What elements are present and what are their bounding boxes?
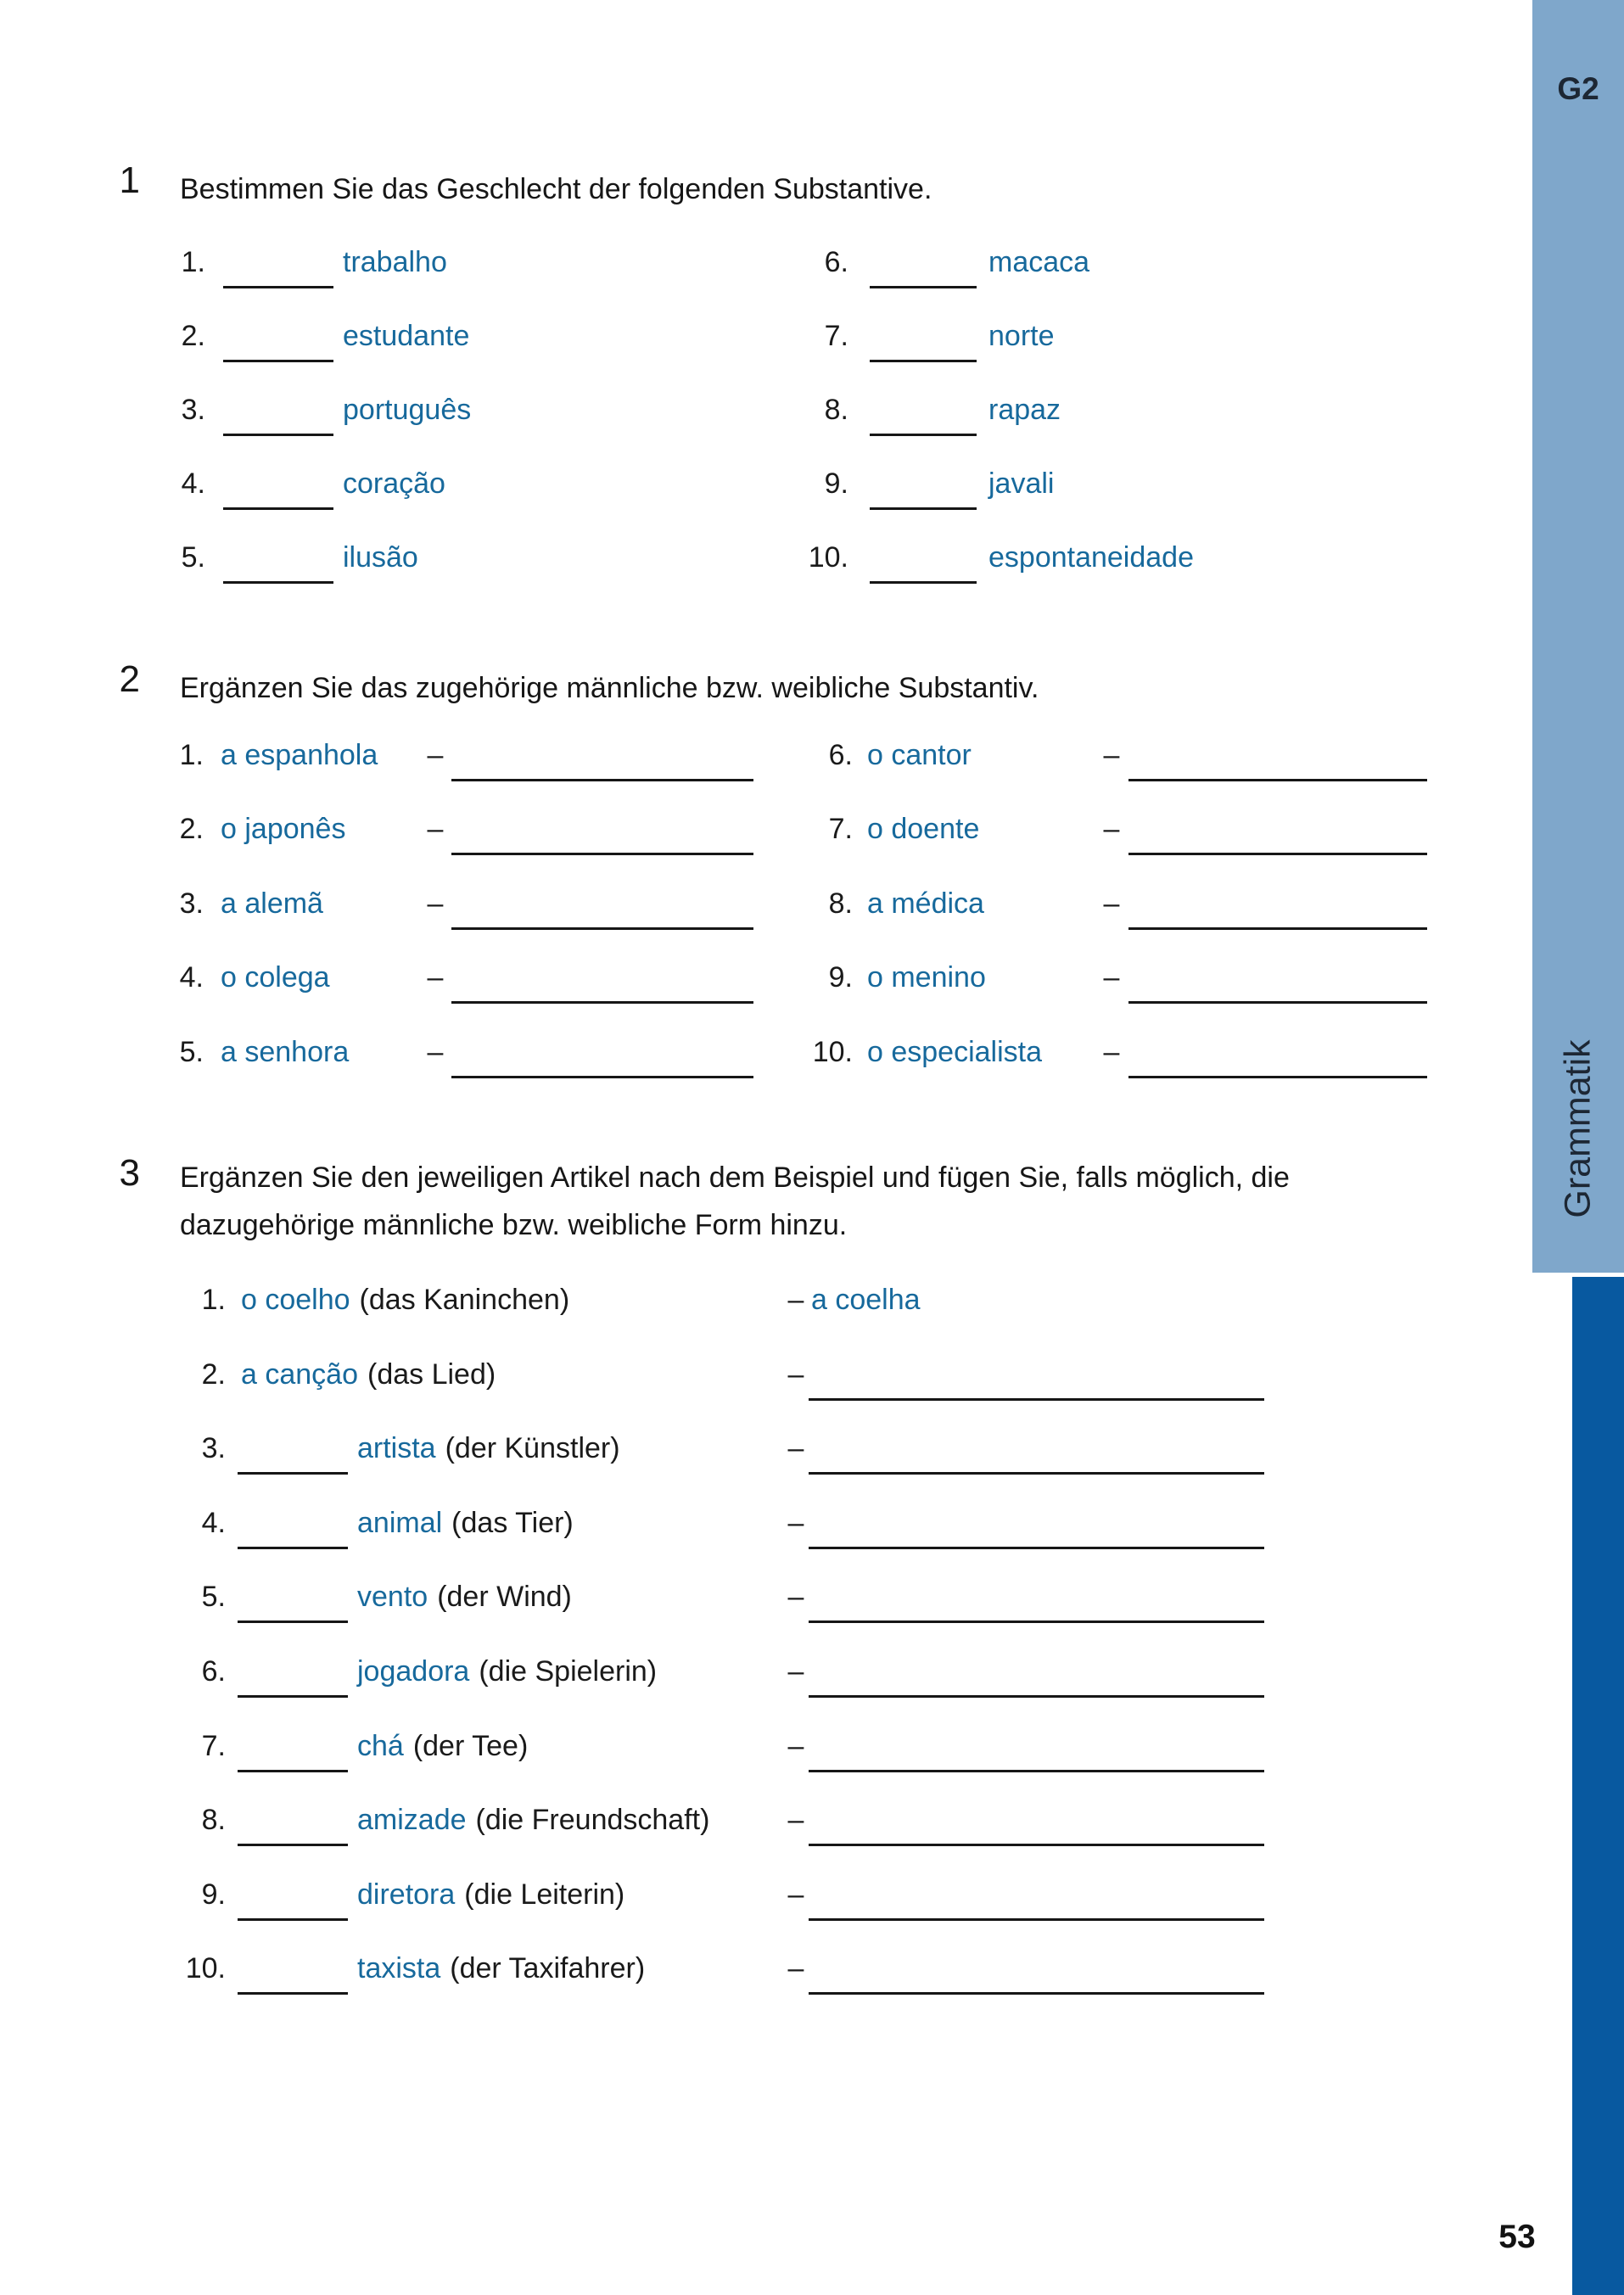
example-answer: a coelha [811, 1284, 921, 1316]
german-gloss: (die Spielerin) [479, 1655, 658, 1688]
dash: – [787, 1507, 804, 1539]
answer-blank [809, 1884, 1264, 1921]
vocab-word: a espanhola [221, 739, 378, 771]
word-with-gloss [357, 1801, 709, 1839]
vocab-word: trabalho [343, 246, 447, 278]
dash: – [427, 887, 444, 920]
item-number: 7. [828, 813, 853, 845]
answer-blank [809, 1661, 1264, 1698]
item-number: 9. [201, 1878, 226, 1911]
gender-blank [870, 400, 977, 436]
word-with-gloss [357, 1578, 572, 1615]
vocab-word: coração [343, 467, 445, 500]
article-blank [238, 1587, 348, 1623]
dash: – [427, 813, 444, 845]
german-gloss: (der Künstler) [445, 1432, 620, 1464]
vocab-word: rapaz [988, 394, 1061, 426]
item-number: 3. [181, 394, 205, 426]
german-gloss: (das Tier) [451, 1507, 574, 1539]
item-number: 7. [201, 1730, 226, 1762]
item-number: 5. [181, 541, 205, 574]
vocab-word: o japonês [221, 813, 346, 845]
vocab-word: português [343, 394, 472, 426]
vocab-word: o doente [867, 813, 980, 845]
dash: – [427, 739, 444, 771]
item-number: 4. [179, 961, 204, 994]
ex2-item-10 [0, 1033, 1527, 1071]
word-with-gloss [357, 1430, 620, 1467]
item-number: 3. [201, 1432, 226, 1464]
ex2-item-7 [0, 810, 1527, 848]
article-blank [238, 1661, 348, 1698]
item-number: 1. [181, 246, 205, 278]
item-number: 9. [824, 467, 848, 500]
article-blank [238, 1958, 348, 1995]
dash: – [787, 1358, 804, 1391]
vocab-word: amizade [357, 1804, 467, 1836]
dash: – [1103, 1036, 1120, 1068]
dash: – [787, 1952, 804, 1984]
exercise3-title-line2: dazugehörige männliche bzw. weibliche Form hinzu. [180, 1209, 848, 1241]
ex3-item-4 [0, 1504, 1527, 1542]
dash: – [427, 1036, 444, 1068]
ex2-item-8 [0, 885, 1527, 922]
vocab-word: vento [357, 1581, 428, 1613]
answer-blank [1128, 819, 1427, 855]
item-number: 2. [179, 813, 204, 845]
vocab-word: javali [988, 467, 1055, 500]
ex1-item-8 [0, 391, 1527, 428]
item-number: 5. [201, 1581, 226, 1613]
ex2-item-6 [0, 736, 1527, 774]
german-gloss: (der Wind) [437, 1581, 572, 1613]
gender-blank [870, 252, 977, 288]
answer-blank [1128, 1042, 1427, 1078]
word-with-gloss [357, 1504, 574, 1542]
vocab-word: artista [357, 1432, 436, 1464]
exercise2-number: 2 [119, 658, 140, 700]
exercise3-title-line1: Ergänzen Sie den jeweiligen Artikel nach dem Beispiel und fügen Sie, falls möglich, die [180, 1161, 1290, 1194]
gender-blank [870, 473, 977, 510]
ex3-item-2 [0, 1356, 1527, 1393]
section-code-label: G2 [1557, 71, 1599, 106]
german-gloss: (der Tee) [412, 1730, 529, 1762]
ex1-item-7 [0, 317, 1527, 355]
dash: – [787, 1655, 804, 1688]
dash: – [1103, 739, 1120, 771]
item-number: 4. [181, 467, 205, 500]
word-with-gloss [357, 1950, 645, 1987]
article-blank [238, 1736, 348, 1772]
sidebar-dark-strip [1572, 1277, 1624, 2295]
dash: – [1103, 961, 1120, 994]
ex3-item-9 [0, 1876, 1527, 1913]
vocab-word: chá [357, 1730, 404, 1762]
item-number: 10. [812, 1036, 853, 1068]
item-number: 1. [179, 739, 204, 771]
vocab-word: animal [357, 1507, 443, 1539]
german-gloss: (die Leiterin) [464, 1878, 625, 1911]
vocab-word: jogadora [357, 1655, 470, 1688]
answer-blank [1128, 967, 1427, 1004]
ex1-item-9 [0, 465, 1527, 502]
ex1-item-10 [0, 539, 1527, 576]
dash: – [787, 1581, 804, 1613]
article-blank [238, 1810, 348, 1846]
ex3-item-1 [0, 1281, 1527, 1318]
dash: – [1103, 813, 1120, 845]
vocab-word: a canção [241, 1358, 358, 1391]
german-gloss: (der Taxifahrer) [450, 1952, 646, 1984]
exercise1-number: 1 [119, 160, 140, 201]
word-with-gloss [241, 1356, 496, 1393]
answer-blank [809, 1513, 1264, 1549]
item-number: 10. [808, 541, 848, 574]
gender-blank [870, 326, 977, 362]
vocab-word: a médica [867, 887, 984, 920]
vocab-word: o colega [221, 961, 330, 994]
vocab-word: espontaneidade [988, 541, 1195, 574]
exercise3-number: 3 [119, 1152, 140, 1194]
sidebar-grammatik-label: Grammatik [1557, 1038, 1599, 1218]
ex3-item-5 [0, 1578, 1527, 1615]
dash: – [787, 1432, 804, 1464]
exercise2-title: Ergänzen Sie das zugehörige männliche bzw. weibliche Substantiv. [180, 672, 1039, 704]
item-number: 7. [824, 320, 848, 352]
answer-blank [1128, 893, 1427, 930]
vocab-word: o coelho [241, 1284, 350, 1316]
item-number: 1. [201, 1284, 226, 1316]
answer-blank [809, 1958, 1264, 1995]
word-with-gloss [357, 1653, 657, 1690]
vocab-word: o menino [867, 961, 986, 994]
article-blank [238, 1884, 348, 1921]
vocab-word: o especialista [867, 1036, 1043, 1068]
vocab-word: a senhora [221, 1036, 350, 1068]
answer-blank [809, 1736, 1264, 1772]
word-with-gloss [357, 1876, 624, 1913]
dash: – [427, 961, 444, 994]
gender-blank [870, 547, 977, 584]
page-number: 53 [1498, 2219, 1536, 2255]
item-number: 6. [828, 739, 853, 771]
ex3-item-6 [0, 1653, 1527, 1690]
dash: – [787, 1284, 804, 1316]
answer-blank [809, 1438, 1264, 1475]
article-blank [238, 1438, 348, 1475]
item-number: 8. [824, 394, 848, 426]
vocab-word: estudante [343, 320, 470, 352]
dash: – [787, 1878, 804, 1911]
item-number: 8. [828, 887, 853, 920]
answer-blank [809, 1364, 1264, 1401]
word-with-gloss [241, 1281, 569, 1318]
vocab-word: ilusão [343, 541, 418, 574]
word-with-gloss [357, 1727, 528, 1765]
german-gloss: (das Lied) [367, 1358, 496, 1391]
answer-blank [809, 1810, 1264, 1846]
item-number: 2. [201, 1358, 226, 1391]
item-number: 3. [179, 887, 204, 920]
item-number: 9. [828, 961, 853, 994]
vocab-word: a alemã [221, 887, 323, 920]
ex2-item-9 [0, 959, 1527, 996]
item-number: 6. [201, 1655, 226, 1688]
vocab-word: taxista [357, 1952, 441, 1984]
article-blank [238, 1513, 348, 1549]
answer-blank [809, 1587, 1264, 1623]
vocab-word: norte [988, 320, 1055, 352]
german-gloss: (das Kaninchen) [359, 1284, 570, 1316]
item-number: 6. [824, 246, 848, 278]
sidebar-grammatik [1532, 984, 1624, 1273]
dash: – [1103, 887, 1120, 920]
ex3-item-10 [0, 1950, 1527, 1987]
exercise1-title: Bestimmen Sie das Geschlecht der folgenden Substantive. [180, 173, 932, 205]
german-gloss: (die Freundschaft) [475, 1804, 710, 1836]
ex3-item-8 [0, 1801, 1527, 1839]
item-number: 4. [201, 1507, 226, 1539]
ex1-item-6 [0, 243, 1527, 281]
vocab-word: o cantor [867, 739, 972, 771]
ex3-item-7 [0, 1727, 1527, 1765]
dash: – [787, 1804, 804, 1836]
ex3-item-3 [0, 1430, 1527, 1467]
item-number: 2. [181, 320, 205, 352]
answer-blank [1128, 745, 1427, 781]
item-number: 5. [179, 1036, 204, 1068]
vocab-word: macaca [988, 246, 1090, 278]
item-number: 10. [185, 1952, 226, 1984]
dash: – [787, 1730, 804, 1762]
vocab-word: diretora [357, 1878, 456, 1911]
item-number: 8. [201, 1804, 226, 1836]
